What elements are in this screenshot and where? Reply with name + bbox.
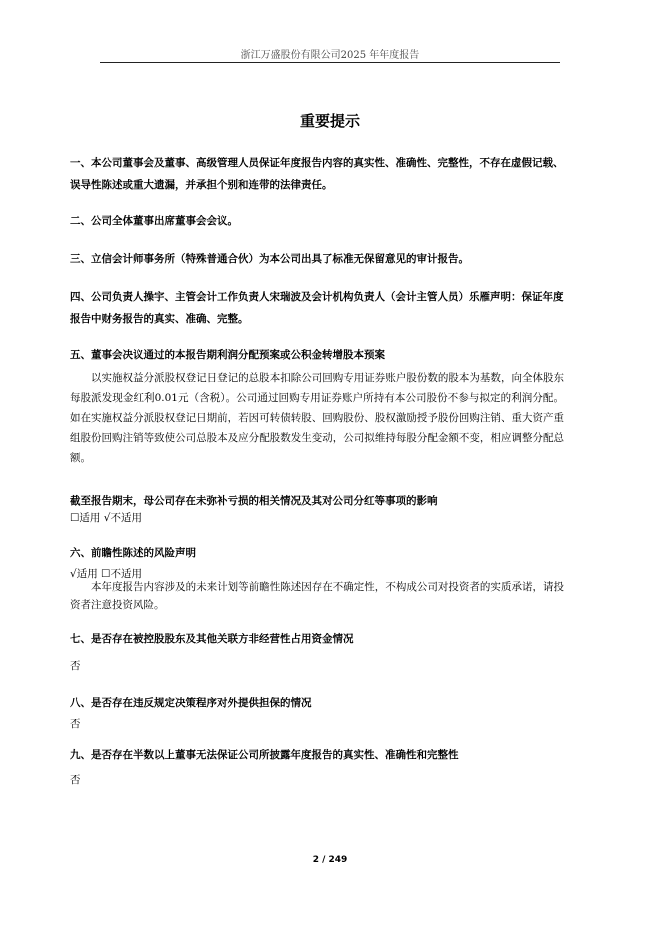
item-4: 四、公司负责人操宇、主管会计工作负责人宋瑞波及会计机构负责人（会计主管人员）乐雁声明：保证年度报告中财务报告的真实、准确、完整。 [70,291,564,325]
item-1: 一、本公司董事会及董事、高级管理人员保证年度报告内容的真实性、准确性、完整性，不存在虚假记载、误导性陈述或重大遗漏，并承担个别和连带的法律责任。 [70,157,564,191]
running-header: 浙江万盛股份有限公司2025 年年度报告 [240,50,420,61]
loss-applicability: ☐适用 √不适用 [70,512,142,524]
item-8-answer: 否 [70,718,81,730]
item-8-heading: 八、是否存在违反规定决策程序对外提供担保的情况 [70,697,312,709]
page-number: 2 / 249 [312,855,348,865]
item-9-answer: 否 [70,774,81,786]
loss-heading: 截至报告期末，母公司存在未弥补亏损的相关情况及其对公司分红等事项的影响 [70,495,438,507]
header-rule [100,62,560,63]
item-3: 三、立信会计师事务所（特殊普通合伙）为本公司出具了标准无保留意见的审计报告。 [70,253,469,265]
item-7-answer: 否 [70,660,81,672]
page-title: 重要提示 [299,112,360,130]
item-6-body: 本年度报告内容涉及的未来计划等前瞻性陈述因存在不确定性，不构成公司对投资者的实质承诺，请投资者注意投资风险。 [70,581,564,611]
item-6-heading: 六、前瞻性陈述的风险声明 [70,547,196,559]
item-6-applicability: √适用 ☐不适用 [70,568,142,580]
item-2: 二、公司全体董事出席董事会会议。 [70,215,238,227]
item-5-heading: 五、董事会决议通过的本报告期利润分配预案或公积金转增股本预案 [70,349,385,361]
item-9-heading: 九、是否存在半数以上董事无法保证公司所披露年度报告的真实性、准确性和完整性 [70,749,459,761]
item-5-body: 以实施权益分派股权登记日登记的总股本扣除公司回购专用证券账户股份数的股本为基数，向全体股东每股派发现金红利0.01元（含税）。公司通过回购专用证券账户所持有本公司股份不参与拟定的利润分配。如在实施权益分派股权登记日期前，若因可转债转股、回购股份、股权激励授予股份回购注销、重大资产重组股份回购注销等致使公司总股本及应分配股数发生变动，公司拟维持每股分配金额不变，相应调整分配总额。 [70,372,564,464]
item-7-heading: 七、是否存在被控股股东及其他关联方非经营性占用资金情况 [70,633,354,645]
